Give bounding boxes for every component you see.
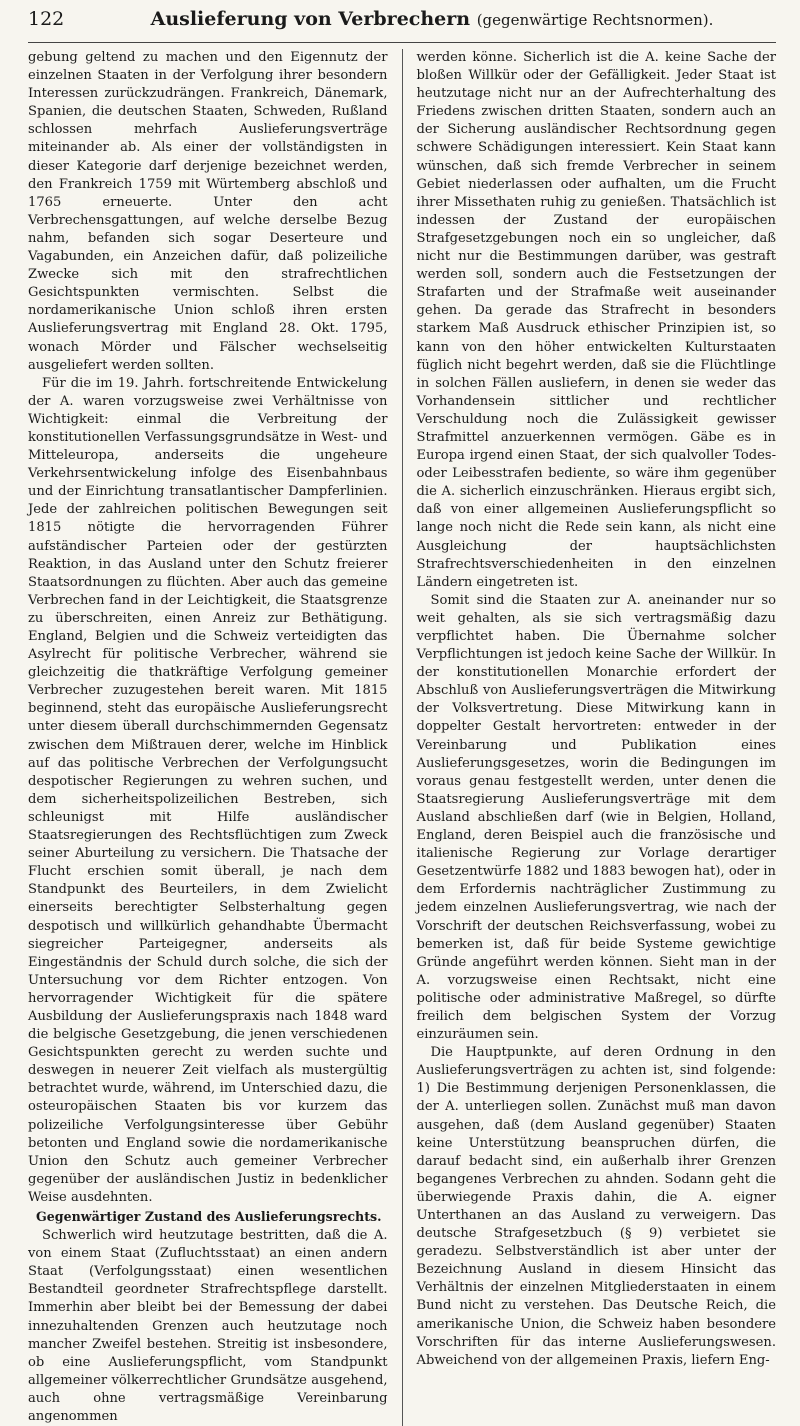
paragraph: Somit sind die Staaten zur A. aneinander nur so weit gehalten, als sie sich vertragsmäßig dazu verpflichtet haben. Die Übernahme solcher Verpflichtungen ist jedoch keine Sache der Willkür. In der konstitutionellen Monarchie erfordert der Abschluß von Auslieferungsverträgen die Mitwirkung der Volksvertretung. Diese Mitwirkung kann in doppelter Gestalt hervortreten: entweder in der Vereinbarung und Publikation eines Auslieferungsgesetzes, worin die Bedingungen im voraus genau festgestellt werden, unter denen die Staatsregierung Auslieferungsverträge mit dem Ausland abschließen darf (wie in Belgien, Holland, England, deren Beispiel auch die französische und italienische Regierung zur Vorlage derartiger Gesetzentwürfe 1882 und 1883 bewogen hat), oder in dem Erfordernis nachträglicher Zustimmung zu jedem einzelnen Auslieferungsvertrag, wie nach der Vorschrift der deutschen Reichsverfassung, wobei zu bemerken ist, daß für beide Systeme gewichtige Gründe angeführt werden können. Sieht man in der A. vorzugsweise einen Rechtsakt, nicht eine politische oder administrative Maßregel, so dürfte freilich dem belgischen System der Vorzug einzuräumen sein. <box>416 592 776 1043</box>
running-title-subtitle: (gegenwärtige Rechtsnormen). <box>476 11 714 29</box>
paragraph: Die Hauptpunkte, auf deren Ordnung in den Auslieferungsverträgen zu achten ist, sind folgende: 1) Die Bestimmung derjenigen Personenklassen, die der A. unterliegen sollen. Zunächst muß man davon ausgehen, daß (dem Ausland gegenüber) Staaten keine Unterstützung beanspruchen dürfen, die darauf bedacht sind, ein außerhalb ihrer Grenzen begangenes Verbrechen zu ahnden. Sodann geht die überwiegende Praxis dahin, die A. eigner Unterthanen an das Ausland zu verweigern. Das deutsche Strafgesetzbuch (§ 9) verbietet sie geradezu. Selbstverständlich ist aber unter der Bezeichnung Ausland in diesem Hinsicht das Verhältnis der einzelnen Mitgliederstaaten in einem Bund nicht zu verstehen. Das Deutsche Reich, die amerikanische Union, die Schweiz haben besondere Vorschriften für das interne Auslieferungswesen. Abweichend von der allgemeinen Praxis, liefern Eng- <box>416 1045 776 1368</box>
running-header <box>28 8 776 43</box>
running-title <box>88 8 776 30</box>
text-columns <box>28 49 776 1426</box>
paragraph: Schwerlich wird heutzutage bestritten, daß die A. von einem Staat (Zufluchtsstaat) an einen andern Staat (Verfolgungsstaat) einen wesentlichen Bestandteil geordneter Strafrechtspflege darstellt. Immerhin aber bleibt bei der Bemessung der dabei innezuhaltenden Grenzen auch heutzutage noch mancher Zweifel bestehen. Streitig ist insbesondere, ob eine Auslieferungspflicht, vom Standpunkt allgemeiner völkerrechtlicher Grundsätze ausgehend, auch ohne vertragsmäßige Vereinbarung angenommen <box>28 1228 388 1425</box>
running-title-main: Auslieferung von Verbrechern <box>150 8 471 30</box>
left-column <box>28 49 388 1426</box>
column-divider <box>402 49 403 1426</box>
paragraph: Für die im 19. Jahrh. fortschreitende Entwickelung der A. waren vorzugsweise zwei Verhältnisse von Wichtigkeit: einmal die Verbreitung der konstitutionellen Verfassungsgrundsätze in West- und Mitteleuropa, anderseits die ungeheure Verkehrsentwickelung infolge des Eisenbahnbaus und der Einrichtung transatlantischer Dampferlinien. Jede der zahlreichen politischen Bewegungen seit 1815 nötigte die hervorragenden Führer aufständischer Parteien oder der gestürzten Reaktion, in das Ausland unter den Schutz freierer Staatsordnungen zu flüchten. Aber auch das gemeine Verbrechen fand in der Leichtigkeit, die Staatsgrenze zu überschreiten, einen Anreiz zur Bethätigung. England, Belgien und die Schweiz verteidigten das Asylrecht für politische Verbrecher, während sie gleichzeitig die thatkräftige Verfolgung gemeiner Verbrecher zuzugestehen bereit waren. Mit 1815 beginnend, steht das europäische Auslieferungsrecht unter diesem überall durchschimmernden Gegensatz zwischen dem Mißtrauen derer, welche im Hinblick auf das politische Verbrechen der Verfolgungsucht despotischer Regierungen zu wehren suchen, und dem sicherheitspolizeilichen Bestreben, sich schleunigst mit Hilfe ausländischer Staatsregierungen des Rechtsflüchtigen zum Zweck seiner Aburteilung zu versichern. Die Thatsache der Flucht erschien somit überall, je nach dem Standpunkt des Beurteilers, in dem Zwielicht einerseits berechtigter Selbsterhaltung gegen despotisch und willkürlich gehandhabte Übermacht siegreicher Parteigegner, anderseits als Eingeständnis der Schuld durch solche, die sich der Untersuchung vor dem Richter entzogen. Von hervorragender Wichtigkeit für die spätere Ausbildung der Auslieferungspraxis nach 1848 ward die belgische Gesetzgebung, die jenen verschiedenen Gesichtspunkten gerecht zu werden suchte und deswegen in neuerer Zeit vielfach als mustergültig betrachtet wurde, während, im Unterschied dazu, die osteuropäischen Staaten bis vor kurzem das polizeiliche Verfolgungsinteresse über Gebühr betonten und England sowie die nordamerikanische Union den Schutz auch gemeiner Verbrecher gegenüber der ausländischen Justiz in bedenklicher Weise ausdehnten. <box>28 375 388 1205</box>
paragraph: werden könne. Sicherlich ist die A. keine Sache der bloßen Willkür oder der Gefälligkeit. Jeder Staat ist heutzutage nicht nur an der Aufrechterhaltung des Friedens zwischen dritten Staaten, sondern auch an der Sicherung ausländischer Rechtsordnung gegen schwere Schädigungen interessiert. Kein Staat kann wünschen, daß sich fremde Verbrecher in seinem Gebiet niederlassen oder aufhalten, um die Frucht ihrer Missethaten ruhig zu genießen. Thatsächlich ist indessen der Zustand der europäischen Strafgesetzgebungen noch ein so ungleicher, daß nicht nur die Bestimmungen darüber, was gestraft werden soll, sondern auch die Festsetzungen der Strafarten und der Strafmaße weit auseinander gehen. Da gerade das Strafrecht in besonders starkem Maß Ausdruck ethischer Prinzipien ist, so kann von den höher entwickelten Kulturstaaten füglich nicht begehrt werden, daß sie die Flüchtlinge in solchen Fällen ausliefern, in denen sie weder das Vorhandensein sittlicher und rechtlicher Verschuldung noch die Zulässigkeit gewisser Strafmittel anzuerkennen vermögen. Gäbe es in Europa irgend einen Staat, der sich qualvoller Todes- oder Leibesstrafen bediente, so wäre ihm gegenüber die A. sicherlich einzuschränken. Hieraus ergibt sich, daß von einer allgemeinen Auslieferungspflicht so lange noch nicht die Rede sein kann, als nicht eine Ausgleichung der hauptsächlichsten Strafrechtsverschiedenheiten in den einzelnen Ländern eingetreten ist. <box>416 50 776 590</box>
right-column <box>417 49 777 1426</box>
paragraph: gebung geltend zu machen und den Eigennutz der einzelnen Staaten in der Verfolgung ihrer besondern Interessen zurückzudrängen. Frankreich, Dänemark, Spanien, die deutschen Staaten, Schweden, Rußland schlossen mehrfach Auslieferungsverträge miteinander ab. Als einer der vollständigsten in dieser Kategorie darf derjenige bezeichnet werden, den Frankreich 1759 mit Würtemberg abschloß und 1765 erneuerte. Unter den acht Verbrechensgattungen, auf welche derselbe Bezug nahm, befanden sich sogar Deserteure und Vagabunden, ein Anzeichen dafür, daß polizeiliche Zwecke sich mit den strafrechtlichen Gesichtspunkten vermischten. Selbst die nordamerikanische Union schloß ihren ersten Auslieferungsvertrag mit England 28. Okt. 1795, wonach Mörder und Fälscher wechselseitig ausgeliefert werden sollten. <box>28 50 388 373</box>
page-number: 122 <box>28 8 65 30</box>
section-heading: Gegenwärtiger Zustand des Auslieferungsrechts. <box>36 1209 382 1224</box>
